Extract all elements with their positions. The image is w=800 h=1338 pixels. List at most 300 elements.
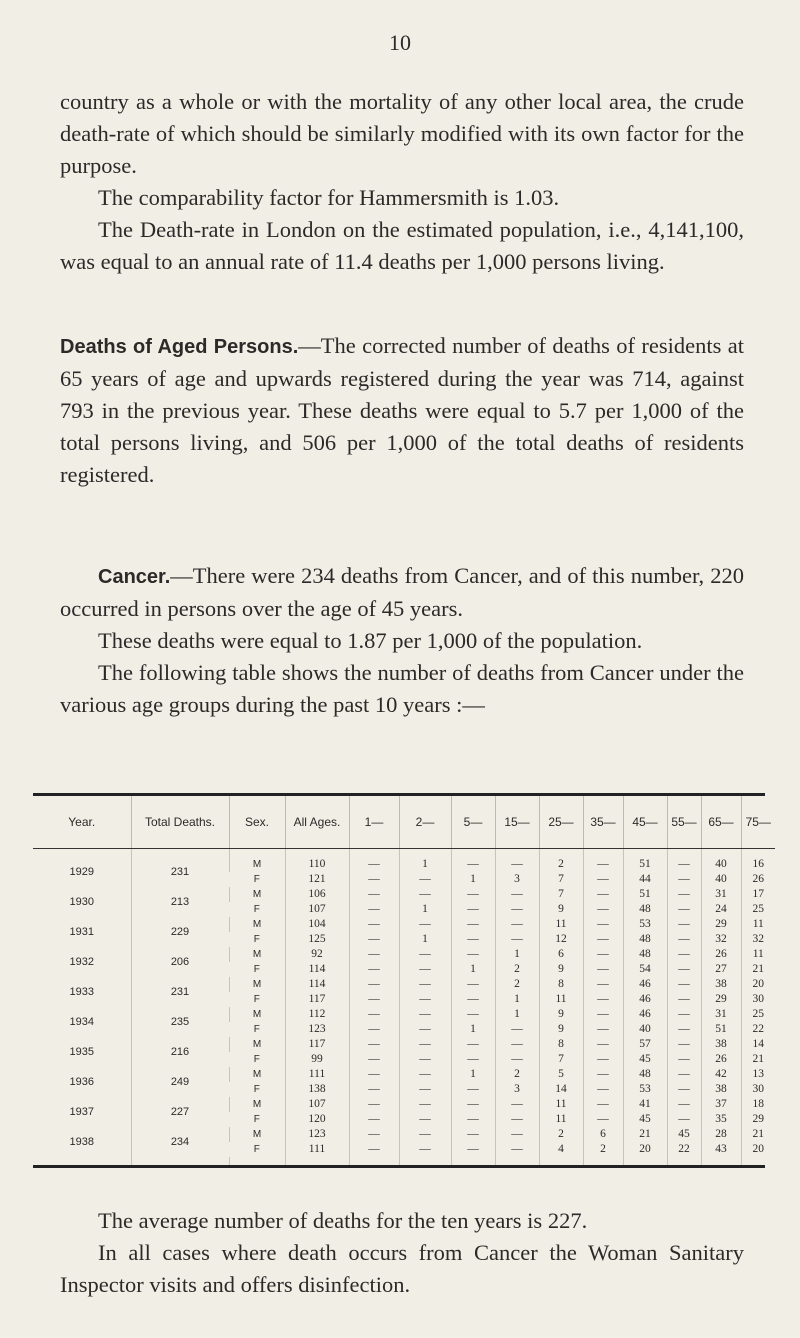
value-cell: 29 [701,992,741,1007]
col-header-sex: Sex. [229,796,285,849]
table-row [33,887,775,902]
value-cell: — [495,1127,539,1142]
total-deaths-cell: 229 [131,917,229,947]
table-row [33,1127,775,1142]
table-body [33,849,775,1166]
spacer-cell [539,1157,583,1165]
total-deaths-cell: 231 [131,977,229,1007]
value-cell: 9 [539,1007,583,1022]
value-cell: 24 [701,902,741,917]
footer-text [60,1205,744,1301]
year-cell: 1933 [69,985,94,998]
value-cell: 6 [583,1127,623,1142]
value-cell: 25 [741,1007,775,1022]
sex-cell: F [253,1114,260,1125]
value-cell: — [583,917,623,932]
value-cell: — [399,887,451,902]
value-cell: — [349,1037,399,1052]
year-cell: 1931 [69,925,94,938]
value-cell: — [349,1052,399,1067]
table-row [33,947,775,962]
spacer-cell [701,1157,741,1165]
value-cell: 12 [539,932,583,947]
value-cell: 21 [741,1052,775,1067]
aged-persons-section [60,330,744,491]
col-header-age-75: 75— [741,796,775,849]
value-cell: — [667,857,701,872]
value-cell: 17 [741,887,775,902]
value-cell: 21 [623,1127,667,1142]
value-cell: — [399,872,451,887]
col-header-age-55: 55— [667,796,701,849]
value-cell: 1 [495,1007,539,1022]
value-cell: 107 [285,902,349,917]
value-cell: — [583,1007,623,1022]
value-cell: 21 [741,1127,775,1142]
year-cell: 1938 [69,1135,94,1148]
value-cell: — [583,932,623,947]
value-cell: — [495,902,539,917]
value-cell: — [495,1097,539,1112]
value-cell: — [495,917,539,932]
value-cell: 123 [285,1127,349,1142]
spacer-cell [451,1157,495,1165]
spacer-cell [623,849,667,858]
value-cell: 1 [451,1022,495,1037]
value-cell: 32 [741,932,775,947]
value-cell: 1 [399,932,451,947]
paragraph: The following table shows the number of deaths from Cancer under the various age groups during the past 10 years :— [60,660,744,717]
value-cell: 2 [495,962,539,977]
paragraph: In all cases where death occurs from Cancer the Woman Sanitary Inspector visits and offers disinfection. [60,1240,744,1297]
value-cell: — [667,902,701,917]
value-cell: — [583,977,623,992]
spacer-cell [495,849,539,858]
spacer-cell [33,1157,131,1165]
sex-cell: M [229,947,285,962]
spacer-cell [131,1157,229,1165]
value-cell: 51 [623,857,667,872]
total-deaths-cell: 249 [131,1067,229,1097]
value-cell: 11 [539,1097,583,1112]
value-cell: — [349,962,399,977]
value-cell: — [349,992,399,1007]
sex-cell: M [229,1037,285,1052]
table-row [33,1007,775,1022]
value-cell: 37 [701,1097,741,1112]
value-cell: 2 [495,977,539,992]
value-cell: — [451,1112,495,1127]
col-header-total: Total Deaths. [131,796,229,849]
value-cell: 9 [539,1022,583,1037]
value-cell: 26 [701,1052,741,1067]
total-deaths-cell: 227 [131,1097,229,1127]
spacer-cell [349,849,399,858]
value-cell: — [667,962,701,977]
value-cell: — [583,947,623,962]
cancer-section [60,560,744,721]
paragraph: —The corrected number of deaths of residents at 65 years of age and upwards registered during the year was 714, against 793 in the previous year. These deaths were equal to 5.7 per 1,000 of the total persons living, and 506 per 1,000 of the total deaths of residents registered. [60,333,744,487]
sex-cell: F [253,934,260,945]
value-cell: 30 [741,1082,775,1097]
spacer-cell [285,1157,349,1165]
table-header-row [33,796,775,849]
value-cell: — [349,857,399,872]
value-cell: 1 [495,992,539,1007]
value-cell: — [451,917,495,932]
value-cell: 6 [539,947,583,962]
value-cell: — [451,902,495,917]
value-cell: 1 [451,872,495,887]
col-header-age-1: 1— [349,796,399,849]
value-cell: 30 [741,992,775,1007]
value-cell: 40 [701,857,741,872]
value-cell: 48 [623,902,667,917]
value-cell: 53 [623,1082,667,1097]
table-row [33,977,775,992]
col-header-age-15: 15— [495,796,539,849]
value-cell: — [399,917,451,932]
value-cell: 99 [285,1052,349,1067]
value-cell: — [667,1082,701,1097]
spacer-cell [667,849,701,858]
value-cell: — [399,977,451,992]
value-cell: — [349,872,399,887]
value-cell: 111 [285,1067,349,1082]
value-cell: — [399,1007,451,1022]
value-cell: 8 [539,977,583,992]
value-cell: 117 [285,1037,349,1052]
value-cell: — [451,947,495,962]
value-cell: 120 [285,1112,349,1127]
spacer-cell [285,849,349,858]
year-cell: 1935 [69,1045,94,1058]
value-cell: — [667,887,701,902]
value-cell: — [583,1097,623,1112]
spacer-cell [349,1157,399,1165]
value-cell: 43 [701,1142,741,1157]
sex-cell: F [253,1024,260,1035]
value-cell: — [349,947,399,962]
spacer-row [33,1157,775,1165]
value-cell: 27 [701,962,741,977]
intro-text [60,86,744,278]
year-cell: 1936 [69,1075,94,1088]
spacer-cell [583,849,623,858]
value-cell: — [349,1067,399,1082]
value-cell: — [451,1127,495,1142]
spacer-cell [623,1157,667,1165]
value-cell: 41 [623,1097,667,1112]
paragraph: The comparability factor for Hammersmith is 1.03. [98,185,560,210]
value-cell: — [451,932,495,947]
value-cell: — [349,1097,399,1112]
value-cell: 53 [623,917,667,932]
value-cell: — [495,1037,539,1052]
value-cell: — [667,977,701,992]
year-cell: 1934 [69,1015,94,1028]
value-cell: — [349,902,399,917]
value-cell: — [495,887,539,902]
col-header-age-45: 45— [623,796,667,849]
spacer-cell [741,849,775,858]
value-cell: — [451,1097,495,1112]
spacer-cell [33,849,131,858]
value-cell: 31 [701,887,741,902]
year-cell: 1932 [69,955,94,968]
year-cell: 1929 [69,865,94,878]
value-cell: 46 [623,1007,667,1022]
value-cell: — [349,932,399,947]
value-cell: 32 [701,932,741,947]
value-cell: — [451,977,495,992]
value-cell: — [399,1037,451,1052]
table-row [33,1037,775,1052]
value-cell: 114 [285,977,349,992]
value-cell: — [583,962,623,977]
value-cell: — [495,932,539,947]
cancer-deaths-table [33,793,771,1168]
value-cell: — [451,1037,495,1052]
value-cell: 46 [623,977,667,992]
value-cell: — [495,1112,539,1127]
value-cell: 107 [285,1097,349,1112]
sex-cell: F [253,1054,260,1065]
value-cell: — [583,1022,623,1037]
table-row [33,1097,775,1112]
value-cell: — [667,992,701,1007]
value-cell: — [399,1142,451,1157]
value-cell: 9 [539,902,583,917]
value-cell: 125 [285,932,349,947]
total-deaths-cell: 235 [131,1007,229,1037]
sex-cell: F [253,874,260,885]
value-cell: — [399,1127,451,1142]
value-cell: 22 [667,1142,701,1157]
sex-cell: M [229,1067,285,1082]
value-cell: 7 [539,1052,583,1067]
value-cell: 57 [623,1037,667,1052]
value-cell: — [349,1022,399,1037]
value-cell: — [399,1097,451,1112]
value-cell: 11 [741,947,775,962]
col-header-age-65: 65— [701,796,741,849]
spacer-cell [229,849,285,858]
value-cell: — [399,992,451,1007]
value-cell: 20 [623,1142,667,1157]
value-cell: — [349,1112,399,1127]
value-cell: 51 [701,1022,741,1037]
value-cell: 28 [701,1127,741,1142]
sex-cell: M [229,887,285,902]
total-deaths-cell: 234 [131,1127,229,1157]
value-cell: 112 [285,1007,349,1022]
value-cell: 13 [741,1067,775,1082]
sex-cell: M [229,1127,285,1142]
paragraph: country as a whole or with the mortality of any other local area, the crude death-rate of which should be similarly modified with its own factor for the purpose. [60,89,744,178]
value-cell: 21 [741,962,775,977]
value-cell: 1 [399,857,451,872]
value-cell: — [583,1112,623,1127]
value-cell: 11 [741,917,775,932]
sex-cell: M [229,917,285,932]
col-header-age-5: 5— [451,796,495,849]
value-cell: — [399,1022,451,1037]
spacer-cell [667,1157,701,1165]
value-cell: 38 [701,977,741,992]
value-cell: 16 [741,857,775,872]
value-cell: — [583,902,623,917]
value-cell: — [399,1067,451,1082]
col-header-age-35: 35— [583,796,623,849]
value-cell: — [495,1052,539,1067]
value-cell: 40 [701,872,741,887]
value-cell: — [583,1067,623,1082]
sex-cell: F [253,994,260,1005]
year-cell: 1937 [69,1105,94,1118]
total-deaths-cell: 213 [131,887,229,917]
total-deaths-cell: 231 [131,857,229,887]
spacer-cell [741,1157,775,1165]
value-cell: — [349,1142,399,1157]
value-cell: 45 [623,1052,667,1067]
sex-cell: F [253,1144,260,1155]
total-deaths-cell: 216 [131,1037,229,1067]
value-cell: 2 [539,1127,583,1142]
value-cell: 1 [495,947,539,962]
value-cell: 48 [623,947,667,962]
value-cell: — [667,872,701,887]
value-cell: — [667,947,701,962]
sex-cell: M [229,1007,285,1022]
value-cell: — [495,1022,539,1037]
value-cell: 121 [285,872,349,887]
value-cell: — [583,872,623,887]
sex-cell: M [229,977,285,992]
section-heading-aged: Deaths of Aged Persons. [60,336,299,358]
value-cell: 20 [741,1142,775,1157]
spacer-cell [399,849,451,858]
value-cell: — [451,992,495,1007]
value-cell: 92 [285,947,349,962]
spacer-cell [229,1157,285,1165]
spacer-cell [495,1157,539,1165]
value-cell: — [495,1142,539,1157]
spacer-cell [583,1157,623,1165]
value-cell: 14 [539,1082,583,1097]
value-cell: — [583,1082,623,1097]
value-cell: 5 [539,1067,583,1082]
value-cell: 14 [741,1037,775,1052]
value-cell: — [583,992,623,1007]
value-cell: — [451,1007,495,1022]
page-number: 10 [389,30,411,55]
value-cell: 42 [701,1067,741,1082]
value-cell: 46 [623,992,667,1007]
value-cell: 40 [623,1022,667,1037]
table-row [33,857,775,872]
spacer-cell [131,849,229,858]
value-cell: 9 [539,962,583,977]
value-cell: 117 [285,992,349,1007]
paragraph: These deaths were equal to 1.87 per 1,000 of the population. [98,628,643,653]
value-cell: — [495,857,539,872]
value-cell: 45 [667,1127,701,1142]
value-cell: 26 [741,872,775,887]
sex-cell: F [253,904,260,915]
value-cell: 25 [741,902,775,917]
value-cell: 7 [539,872,583,887]
value-cell: 3 [495,1082,539,1097]
value-cell: — [349,917,399,932]
value-cell: 38 [701,1037,741,1052]
value-cell: — [667,1112,701,1127]
value-cell: — [451,1082,495,1097]
value-cell: — [349,1082,399,1097]
table-row [33,1067,775,1082]
sex-cell: M [229,1097,285,1112]
paragraph: The average number of deaths for the ten years is 227. [98,1208,588,1233]
value-cell: — [349,1007,399,1022]
spacer-row [33,849,775,858]
value-cell: — [399,1052,451,1067]
value-cell: — [399,947,451,962]
total-deaths-cell: 206 [131,947,229,977]
value-cell: 110 [285,857,349,872]
value-cell: — [667,1097,701,1112]
value-cell: 11 [539,992,583,1007]
spacer-cell [399,1157,451,1165]
value-cell: 104 [285,917,349,932]
value-cell: 48 [623,1067,667,1082]
value-cell: — [667,1052,701,1067]
value-cell: — [349,1127,399,1142]
value-cell: 123 [285,1022,349,1037]
value-cell: — [399,1112,451,1127]
section-heading-cancer: Cancer. [98,566,171,588]
value-cell: — [583,887,623,902]
value-cell: 45 [623,1112,667,1127]
value-cell: 18 [741,1097,775,1112]
value-cell: 22 [741,1022,775,1037]
sex-cell: F [253,964,260,975]
value-cell: 31 [701,1007,741,1022]
value-cell: — [451,887,495,902]
sex-cell: M [229,857,285,872]
value-cell: — [399,1082,451,1097]
value-cell: — [451,857,495,872]
value-cell: — [451,1052,495,1067]
value-cell: — [399,962,451,977]
value-cell: — [667,1022,701,1037]
value-cell: — [667,1007,701,1022]
value-cell: 29 [701,917,741,932]
value-cell: — [451,1142,495,1157]
value-cell: — [583,1037,623,1052]
value-cell: 51 [623,887,667,902]
value-cell: — [583,857,623,872]
sex-cell: F [253,1084,260,1095]
value-cell: — [667,917,701,932]
value-cell: — [667,932,701,947]
col-header-age-25: 25— [539,796,583,849]
value-cell: 1 [451,1067,495,1082]
value-cell: 111 [285,1142,349,1157]
spacer-cell [451,849,495,858]
value-cell: 11 [539,917,583,932]
value-cell: 29 [741,1112,775,1127]
paragraph: The Death-rate in London on the estimated population, i.e., 4,141,100, was equal to an annual rate of 11.4 deaths per 1,000 persons living. [60,217,744,274]
